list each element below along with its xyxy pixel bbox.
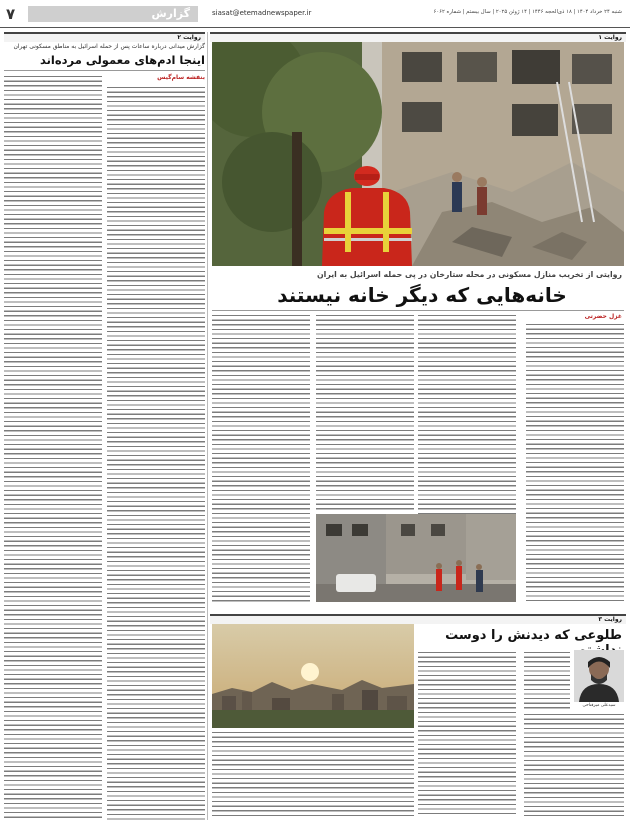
left-story	[4, 32, 205, 820]
tag-main: روایت ۱	[210, 32, 626, 42]
left-col-left	[4, 74, 102, 820]
main-col-2	[418, 313, 516, 519]
rescue-photo-illustration	[212, 42, 624, 266]
left-kicker: گزارش میدانی درباره ساعات پس از حمله اسرائیل به مناطق مسکونی تهران	[13, 43, 205, 50]
street-photo-illustration	[316, 514, 516, 602]
main-byline: غزل حضرتی	[584, 313, 622, 320]
left-divider	[4, 70, 205, 71]
main-col-4	[212, 313, 310, 602]
column-divider	[207, 32, 208, 820]
bottom-photo-caption-text	[212, 730, 414, 816]
website[interactable]: siasat@etemadnewspaper.ir	[212, 9, 312, 17]
bottom-headline: طلوعی که دیدنش را دوست	[445, 628, 622, 643]
tag-bottom: روایت ۳	[210, 614, 626, 624]
main-photo	[212, 42, 624, 266]
left-byline: بنفشه سام‌گیس	[157, 74, 205, 81]
header-bar	[0, 0, 630, 28]
sunrise-photo-illustration	[212, 624, 414, 728]
main-headline: خانه‌هایی که دیگر خانه نیستند	[277, 283, 567, 307]
bottom-byline: سیدعلی میرفتاحی	[582, 703, 616, 708]
street-photo	[316, 514, 516, 602]
author-photo	[574, 650, 624, 702]
left-headline: اینجا ادم‌های معمولی مرده‌اند	[39, 53, 205, 67]
bottom-col-2	[418, 650, 516, 816]
main-col-1	[526, 322, 624, 602]
bottom-col-1b	[524, 712, 624, 816]
section-title-bar	[28, 6, 198, 22]
date-line: شنبه ۲۴ خرداد ۱۴۰۴ | ۱۸ ذی‌الحجه ۱۴۴۶ | ۱۴ ژوئن ۲۰۲۵ | سال بیستم | شماره ۶۰۶۲	[433, 9, 622, 15]
bottom-col-1	[524, 650, 570, 710]
main-headline-rule	[212, 310, 624, 311]
tag-left: روایت ۲	[4, 32, 205, 42]
main-col-3	[316, 313, 414, 511]
main-kicker: روایتی از تخریب منازل مسکونی در محله ستارخان در پی حمله اسرائیل به ایران	[317, 270, 622, 279]
sunrise-photo	[212, 624, 414, 728]
left-col-right-top	[107, 85, 205, 820]
author-portrait-illustration	[574, 650, 624, 702]
section-title: گزارش	[151, 7, 190, 20]
page-number: ۷	[6, 5, 16, 23]
